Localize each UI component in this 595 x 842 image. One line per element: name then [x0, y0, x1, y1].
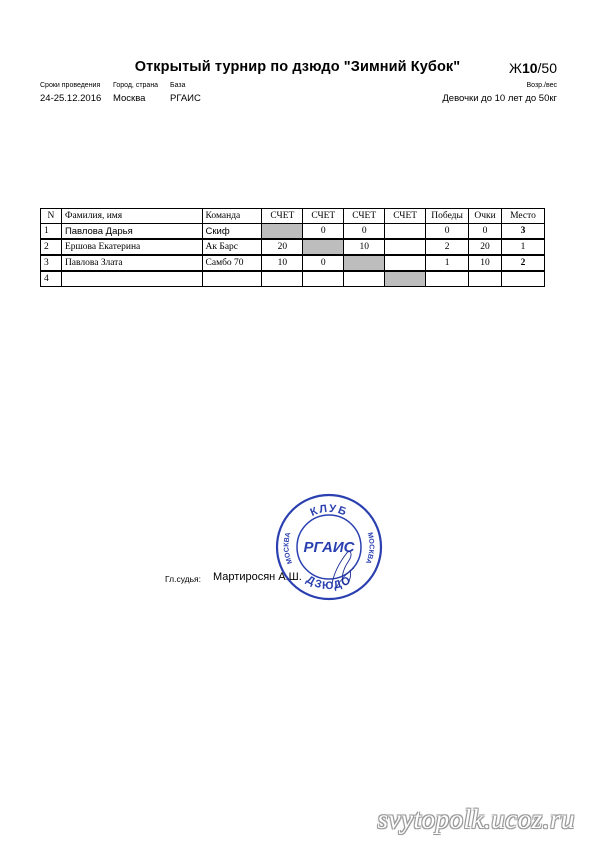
- header-score-3: СЧЕТ: [344, 209, 385, 224]
- score-cell: 20: [262, 239, 303, 255]
- score-cell: 0: [303, 255, 344, 271]
- points-cell: [469, 271, 502, 287]
- score-cell: [385, 239, 426, 255]
- athlete-name: Павлова Дарья: [61, 224, 202, 240]
- score-cell: 10: [344, 239, 385, 255]
- athlete-name: Ершова Екатерина: [61, 239, 202, 255]
- score-cell: [303, 271, 344, 287]
- results-table: [40, 208, 545, 287]
- wins-cell: 1: [426, 255, 469, 271]
- label-base: База: [170, 82, 186, 89]
- tournament-dates: 24-25.12.2016: [40, 93, 102, 104]
- category-prefix: Ж: [509, 60, 522, 76]
- place-cell: 2: [502, 255, 545, 271]
- score-cell: [262, 271, 303, 287]
- table-row: [41, 255, 545, 271]
- place-cell: 3: [502, 224, 545, 240]
- svg-text:МОСКВА: [283, 532, 294, 565]
- label-age-weight: Возр./вес: [526, 82, 557, 89]
- row-number: 2: [41, 239, 62, 255]
- document-title: Открытый турнир по дзюдо "Зимний Кубок": [134, 59, 461, 75]
- score-cell-self: [344, 255, 385, 271]
- place-cell: 1: [502, 239, 545, 255]
- category-suffix: /50: [537, 60, 557, 76]
- points-cell: 20: [469, 239, 502, 255]
- svg-text:МОСКВА: [364, 532, 375, 565]
- score-cell-self: [303, 239, 344, 255]
- judge-name: Мартиросян А.Ш.: [213, 571, 302, 583]
- score-cell-self: [262, 224, 303, 240]
- tournament-city: Москва: [113, 93, 146, 104]
- table-row: [41, 224, 545, 240]
- header-name: Фамилия, имя: [61, 209, 202, 224]
- points-cell: 10: [469, 255, 502, 271]
- header-place: Место: [502, 209, 545, 224]
- tournament-base: РГАИС: [170, 93, 201, 104]
- header-team: Команда: [202, 209, 262, 224]
- club-stamp-seal: [274, 492, 384, 602]
- athlete-team: Ак Барс: [202, 239, 262, 255]
- category-number: 10: [521, 60, 538, 76]
- score-cell: [344, 271, 385, 287]
- score-cell: [385, 224, 426, 240]
- points-cell: 0: [469, 224, 502, 240]
- category-code: [509, 60, 557, 76]
- row-number: 3: [41, 255, 62, 271]
- row-number: 1: [41, 224, 62, 240]
- wins-cell: 2: [426, 239, 469, 255]
- score-cell: 10: [262, 255, 303, 271]
- table-row: [41, 239, 545, 255]
- header-points: Очки: [469, 209, 502, 224]
- svg-text:ДЗЮДО: [304, 574, 354, 592]
- stamp-top-text: КЛУБ: [308, 502, 350, 519]
- label-city: Город, страна: [113, 82, 159, 89]
- header-n: N: [41, 209, 62, 224]
- score-cell: [385, 255, 426, 271]
- label-dates: Сроки проведения: [40, 82, 101, 89]
- header-score-1: СЧЕТ: [262, 209, 303, 224]
- judge-label: Гл.судья:: [165, 574, 202, 584]
- athlete-team: Скиф: [202, 224, 262, 240]
- stamp-center-text: РГАИС: [303, 539, 355, 556]
- watermark-text: svytopolk.ucoz.ru: [377, 804, 575, 834]
- score-cell-self: [385, 271, 426, 287]
- score-cell: 0: [344, 224, 385, 240]
- wins-cell: 0: [426, 224, 469, 240]
- division: Девочки до 10 лет до 50кг: [442, 93, 557, 104]
- header-score-2: СЧЕТ: [303, 209, 344, 224]
- place-cell: [502, 271, 545, 287]
- header-wins: Победы: [426, 209, 469, 224]
- athlete-team: [202, 271, 262, 287]
- row-number: 4: [41, 271, 62, 287]
- table-row: [41, 271, 545, 287]
- stamp-bottom-text: ДЗЮДО: [304, 573, 354, 593]
- score-cell: 0: [303, 224, 344, 240]
- table-header-row: [41, 209, 545, 224]
- stamp-left-text: МОСКВА: [283, 531, 295, 565]
- header-score-4: СЧЕТ: [385, 209, 426, 224]
- wins-cell: [426, 271, 469, 287]
- stamp-right-text: МОСКВА: [363, 531, 375, 565]
- athlete-team: Самбо 70: [202, 255, 262, 271]
- athlete-name: [61, 271, 202, 287]
- athlete-name: Павлова Злата: [61, 255, 202, 271]
- svg-text:КЛУБ: [309, 503, 350, 519]
